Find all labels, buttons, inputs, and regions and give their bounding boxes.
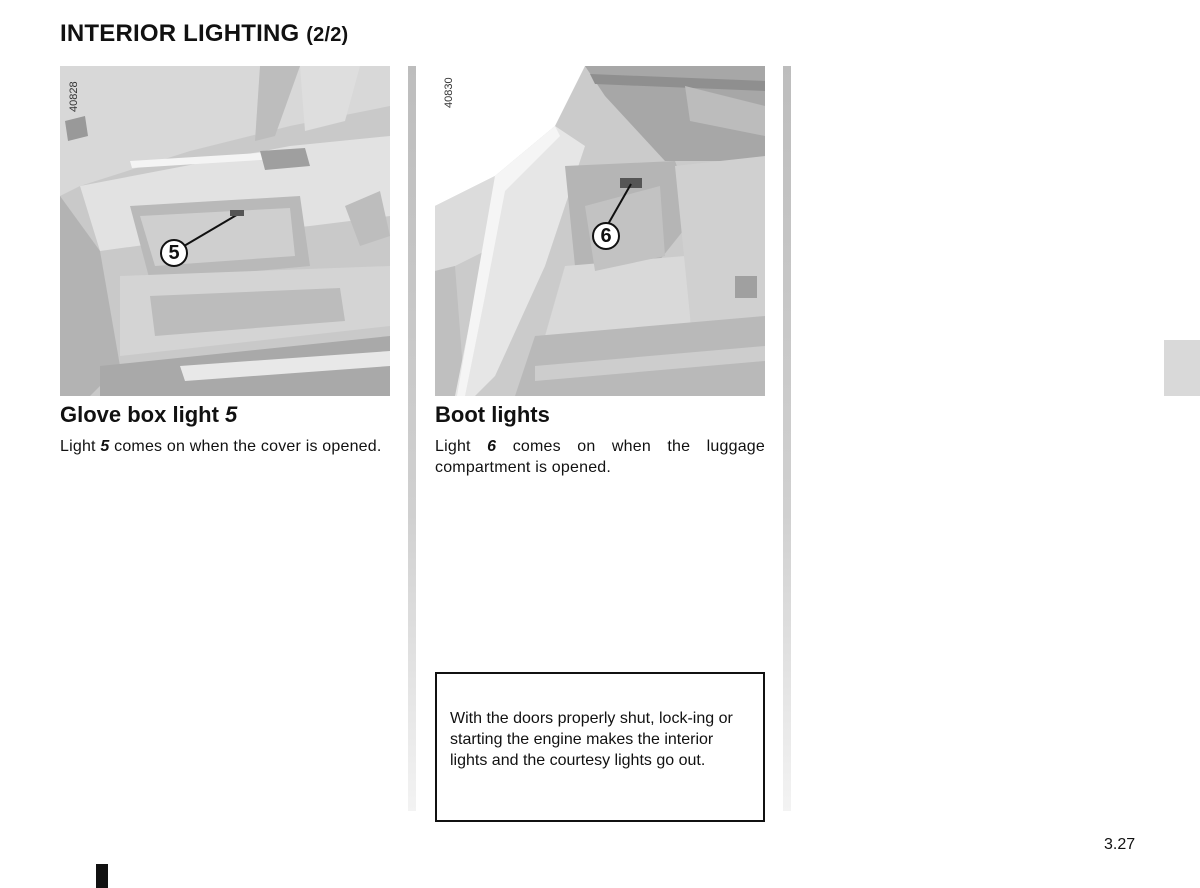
boot-lights-heading-text: Boot lights (435, 402, 550, 427)
glove-box-heading (60, 402, 237, 428)
glove-box-heading-num: 5 (225, 402, 238, 427)
glove-box-drawing (60, 66, 390, 396)
chapter-tab (1164, 340, 1200, 396)
boot-lights-heading (435, 402, 550, 428)
glove-box-description-post: comes on when the cover is opened. (114, 438, 382, 455)
callout-5: 5 (160, 239, 188, 267)
boot-lights-description-num: 6 (487, 438, 497, 455)
note-box (435, 672, 765, 822)
column-divider-right (783, 66, 791, 811)
page-number: 3.27 (1104, 836, 1136, 853)
callout-6: 6 (592, 222, 620, 250)
page-title-part: (2/2) (306, 24, 349, 46)
glove-box-illustration (60, 66, 390, 396)
boot-lights-description-post: comes on when the luggage compartment is opened. (435, 438, 765, 476)
page-title (60, 20, 348, 48)
glove-box-description-pre: Light (60, 438, 96, 455)
boot-illustration (435, 66, 765, 396)
page-title-main: INTERIOR LIGHTING (60, 20, 300, 47)
glove-box-heading-text: Glove box light (60, 402, 219, 427)
column-divider-left (408, 66, 416, 811)
boot-lights-description-pre: Light (435, 438, 471, 455)
figure-code: 40830 (443, 77, 455, 108)
figure-code: 40828 (68, 81, 80, 112)
glove-box-description (60, 436, 390, 457)
note-text: With the doors properly shut, lock-ing or starting the engine makes the interior lights and the courtesy lights go out. (450, 710, 733, 769)
boot-lights-description (435, 436, 765, 478)
glove-box-description-num: 5 (100, 438, 110, 455)
crop-mark (96, 864, 108, 888)
